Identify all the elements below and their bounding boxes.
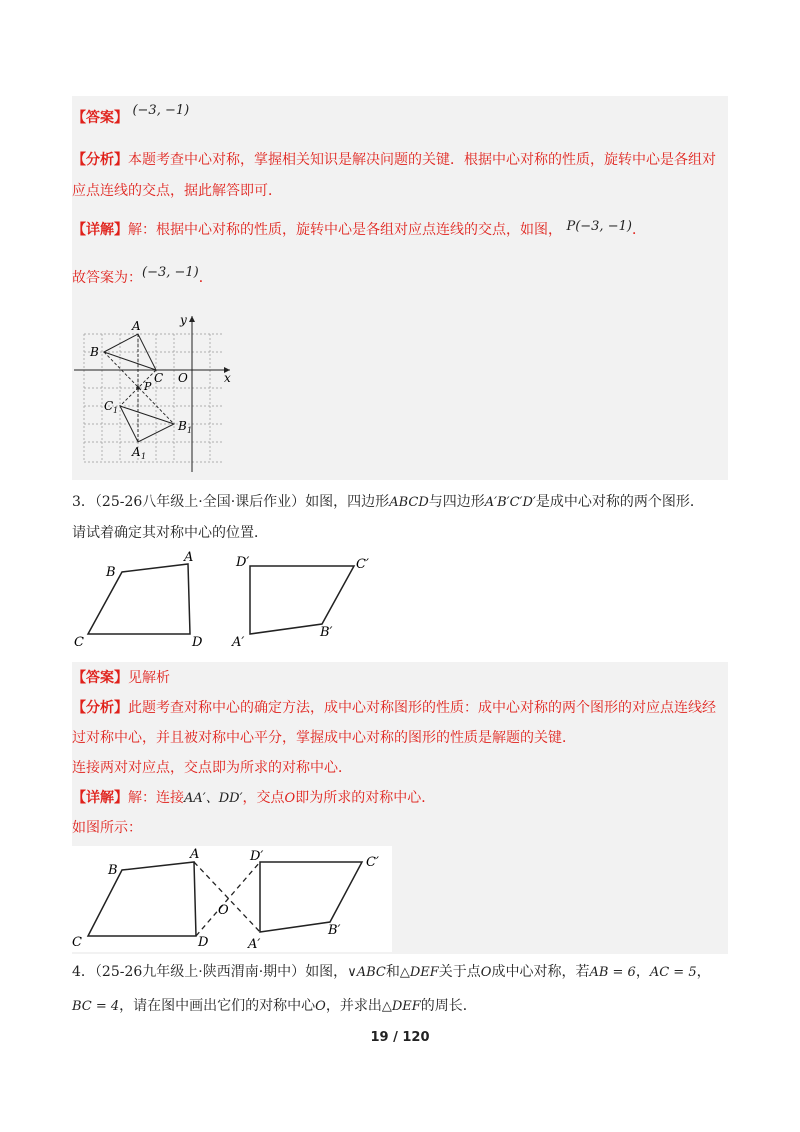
label-B1: B: [178, 419, 187, 433]
label-B: B: [106, 565, 116, 580]
label-C2: C′: [366, 855, 379, 870]
q3-stem-line-1: 3．（25-26八年级上·全国·课后作业）如图，四边形ABCD与四边形A′B′C′D′是成中心对称的两个图形．: [72, 494, 704, 510]
coordinate-figure: [74, 312, 234, 482]
detail-line-q2: 【详解】解：根据中心对称的性质，旋转中心是各组对应点连线的交点，如图， P(−3, −1)．: [72, 219, 646, 238]
label-C2: C′: [356, 557, 369, 572]
label-O: O: [218, 903, 229, 918]
label-P: P: [144, 380, 152, 393]
label-A: A: [190, 847, 200, 862]
label-B: B: [90, 345, 99, 359]
label-D: D: [198, 935, 209, 950]
q4-number: 4．: [72, 964, 95, 980]
q3-number: 3．: [72, 494, 95, 510]
label-C1: C: [104, 399, 114, 413]
label-B2: B′: [328, 923, 341, 938]
answer-value: (−3, −1): [132, 103, 190, 118]
q3-analysis-line-2: 过对称中心，并且被对称中心平分，掌握成中心对称的图形的性质是解题的关键．: [72, 730, 576, 746]
q3-detail-line: 【详解】解：连接AA′、DD′，交点O即为所求的对称中心．: [72, 790, 436, 806]
label-C: C: [74, 635, 84, 650]
q3-analysis-line-3: 连接两对对应点，交点即为所求的对称中心．: [72, 760, 352, 776]
label-C: C: [154, 371, 164, 385]
label-B2: B′: [320, 625, 333, 640]
q4-source: （25-26九年级上·陕西渭南·期中）: [94, 964, 306, 980]
q4-stem-line-1: 4．（25-26九年级上·陕西渭南·期中）如图，∨ABC和△DEF关于点O成中心对称，若AB = 6，AC = 5，: [72, 964, 711, 980]
label-A1: A: [132, 445, 141, 459]
svg-text:1: 1: [187, 426, 193, 435]
answer-line-q2: [72, 103, 190, 129]
label-x: x: [224, 371, 231, 385]
label-D2: D′: [236, 555, 250, 570]
q4-stem-line-2: BC = 4，请在图中画出它们的对称中心O，并求出△DEF的周长．: [72, 998, 477, 1014]
analysis-line-2: 应点连线的交点，据此解答即可．: [72, 183, 282, 199]
label-C: C: [72, 935, 82, 950]
q3-source: （25-26八年级上·全国·课后作业）: [94, 494, 306, 510]
label-A: A: [132, 319, 141, 333]
label-O: O: [178, 371, 188, 385]
label-D2: D′: [250, 849, 264, 864]
answer-line-q3: 【答案】见解析: [72, 670, 170, 686]
label-y: y: [180, 313, 187, 327]
q3-figure-intro: 如图所示：: [72, 820, 142, 836]
label-A2: A′: [248, 937, 261, 952]
label-D: D: [192, 635, 203, 650]
answer-tag: 【答案】: [72, 110, 128, 126]
conclusion-line-q2: 故答案为：(−3, −1)．: [72, 265, 213, 286]
q3-stem-line-2: 请试着确定其对称中心的位置．: [72, 525, 268, 541]
quadrilateral-figure: [72, 548, 392, 658]
point-P: P(−3, −1): [566, 219, 632, 234]
solution-figure: [72, 846, 392, 952]
svg-text:1: 1: [113, 406, 119, 415]
analysis-line-1: 【分析】本题考查中心对称，掌握相关知识是解决问题的关键．根据中心对称的性质，旋转中心是各组对: [72, 152, 716, 168]
svg-text:1: 1: [141, 452, 147, 461]
label-A: A: [184, 550, 194, 565]
label-B: B: [108, 863, 118, 878]
q3-analysis-line-1: 【分析】此题考查对称中心的确定方法，成中心对称图形的性质：成中心对称的两个图形的对应点连线经: [72, 700, 716, 716]
page-number: 19 / 120: [370, 1030, 430, 1045]
label-A2: A′: [232, 635, 245, 650]
